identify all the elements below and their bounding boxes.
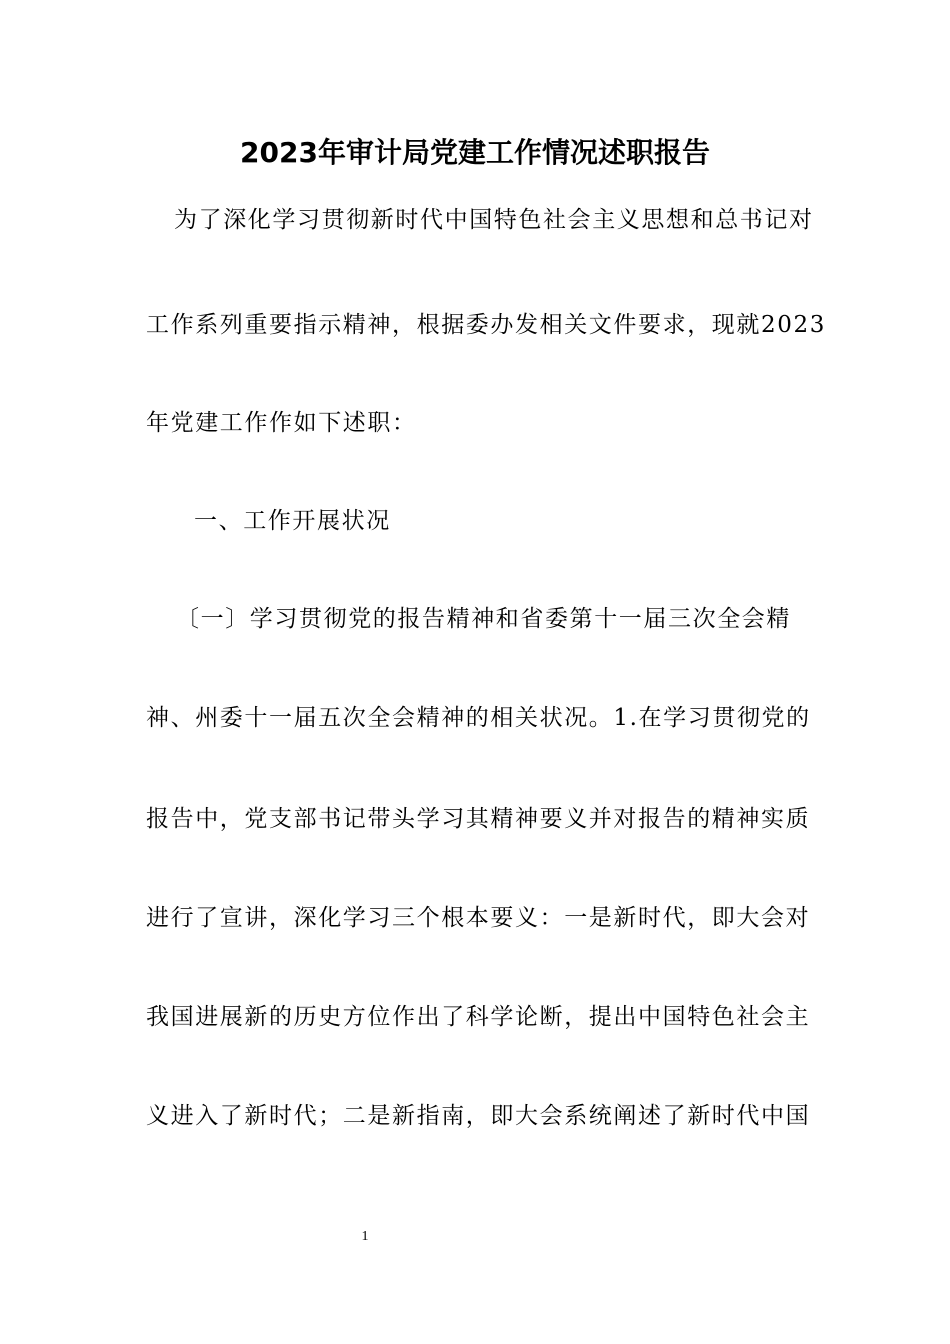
paragraph-line: 义进入了新时代；二是新指南，即大会系统阐述了新时代中国 [146,1103,811,1129]
paragraph-line: 工作系列重要指示精神，根据委办发相关文件要求，现就2023 [146,312,826,338]
paragraph-line: 神、州委十一届五次全会精神的相关状况。1.在学习贯彻党的 [146,705,811,731]
paragraph-line: 报告中，党支部书记带头学习其精神要义并对报告的精神实质 [146,806,811,832]
page-number: 1 [361,1229,369,1244]
section-heading: 一、工作开展状况 [194,508,391,534]
paragraph-line: 为了深化学习贯彻新时代中国特色社会主义思想和总书记对 [174,207,814,233]
paragraph-line: 〔一〕学习贯彻党的报告精神和省委第十一届三次全会精 [176,606,791,632]
paragraph-line: 进行了宣讲，深化学习三个根本要义：一是新时代，即大会对 [146,905,811,931]
paragraph-line: 我国进展新的历史方位作出了科学论断，提出中国特色社会主 [146,1004,811,1030]
paragraph-line: 年党建工作作如下述职： [146,410,417,436]
document-title: 2023年审计局党建工作情况述职报告 [240,136,710,169]
